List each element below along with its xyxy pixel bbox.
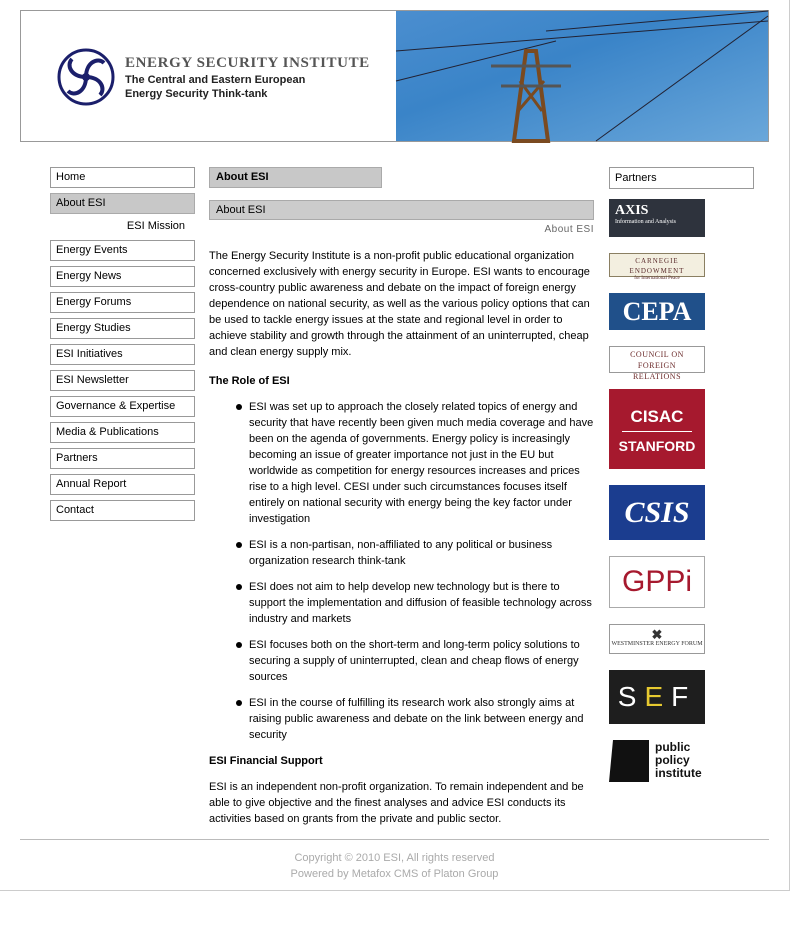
- ppi-line2: policy: [655, 753, 690, 767]
- role-heading: The Role of ESI: [209, 375, 290, 387]
- nav-item-energy-forums[interactable]: Energy Forums: [50, 292, 195, 313]
- site-title: ENERGY SECURITY INSTITUTE: [125, 55, 370, 71]
- section-bar: About ESI: [209, 200, 594, 220]
- nav-item-annual-report[interactable]: Annual Report: [50, 474, 195, 495]
- nav-item-energy-news[interactable]: Energy News: [50, 266, 195, 287]
- breadcrumb: About ESI: [544, 224, 594, 235]
- financial-heading: ESI Financial Support: [209, 755, 323, 767]
- main-content: [209, 167, 594, 827]
- partners-heading: Partners: [609, 167, 754, 189]
- pylon-icon: [396, 11, 768, 141]
- axis-logo-text: AXIS: [615, 203, 649, 218]
- site-subtitle-line2: Energy Security Think-tank: [125, 88, 268, 100]
- financial-paragraph: ESI is an independent non-profit organization. To remain independent and be able to give objective and the finest analyses and advice ESI conducts its activities based on grants from the private and public sector.: [209, 781, 584, 825]
- list-item: ESI focuses both on the short-term and long-term policy solutions to securing a supply of uninterrupted, clean and cheap flows of energy sources: [249, 637, 594, 685]
- sef-e: E: [644, 681, 672, 712]
- powered-by-link[interactable]: Powered by Metafox CMS of Platon Group: [290, 868, 499, 880]
- page-title: About ESI: [209, 167, 382, 188]
- partner-logo-gppi[interactable]: GPPi: [609, 556, 705, 608]
- intro-paragraph: The Energy Security Institute is a non-profit public educational organization concerned exclusively with energy security in Europe. ESI wants to encourage cross-country public awareness and debate on the impact of foreign energy dependence on national security, as well as the various policy options that can be used to tackle energy issues at the state and regional level in order to achieve stability and growth through the attainment of an uninterrupted, cheap and clean energy supply mix.: [209, 250, 590, 358]
- site-header: [20, 10, 769, 142]
- carnegie-line3: for International Peace: [634, 276, 680, 281]
- ppi-emblem-icon: [609, 740, 649, 782]
- partner-logo-sef[interactable]: [609, 670, 705, 724]
- partner-logo-cfr[interactable]: [609, 346, 705, 381]
- nav-item-energy-events[interactable]: Energy Events: [50, 240, 195, 261]
- list-item: ESI in the course of fulfilling its research work also strongly aims at raising public awareness and debate on the link between energy and security: [249, 695, 594, 743]
- cisac-line2: STANFORD: [618, 438, 696, 454]
- ppi-line1: public: [655, 740, 691, 754]
- sef-f: F: [671, 681, 697, 712]
- carnegie-line1: CARNEGIE: [635, 257, 679, 265]
- nav-item-media-publications[interactable]: Media & Publications: [50, 422, 195, 443]
- cisac-divider: [622, 431, 692, 432]
- main-navigation: [50, 167, 195, 526]
- nav-item-esi-initiatives[interactable]: ESI Initiatives: [50, 344, 195, 365]
- nav-item-esi-newsletter[interactable]: ESI Newsletter: [50, 370, 195, 391]
- ppi-line3: institute: [655, 766, 702, 780]
- partners-sidebar: [609, 167, 754, 800]
- cfr-line2: RELATIONS: [632, 372, 682, 381]
- footer-divider: [20, 839, 769, 840]
- header-photo-power-pylon: [396, 11, 768, 141]
- copyright-text: Copyright © 2010 ESI, All rights reserved: [294, 852, 495, 864]
- partner-logo-csis[interactable]: CSIS: [609, 485, 705, 540]
- nav-item-home[interactable]: Home: [50, 167, 195, 188]
- esi-logo-icon: [56, 47, 116, 107]
- list-item: ESI does not aim to help develop new technology but is there to support the implementation and diffusion of feasible technology across industry and markets: [249, 579, 594, 627]
- partner-logo-public-policy-institute[interactable]: [609, 740, 705, 784]
- cisac-line1: CISAC: [630, 407, 684, 426]
- wef-emblem-icon: ✖: [651, 627, 663, 642]
- role-list: [209, 399, 594, 743]
- nav-subitem-esi-mission[interactable]: ESI Mission: [126, 220, 185, 232]
- nav-item-partners[interactable]: Partners: [50, 448, 195, 469]
- partner-logo-carnegie[interactable]: [609, 253, 705, 281]
- nav-item-governance-expertise[interactable]: Governance & Expertise: [50, 396, 195, 417]
- partner-logo-cisac[interactable]: [609, 389, 705, 469]
- partner-logo-cepa[interactable]: CEPA: [609, 293, 705, 330]
- partner-logo-axis[interactable]: [609, 199, 705, 237]
- carnegie-line2: ENDOWMENT: [629, 267, 685, 275]
- cfr-line1: COUNCIL ON FOREIGN: [630, 350, 684, 370]
- sef-s: S: [617, 681, 645, 712]
- logo[interactable]: [21, 11, 396, 141]
- site-footer: [20, 850, 769, 882]
- site-subtitle-line1: The Central and Eastern European: [125, 74, 306, 86]
- ppi-text: [655, 741, 702, 780]
- axis-logo-subtext: Information and Analysis: [615, 219, 676, 225]
- list-item: ESI is a non-partisan, non-affiliated to any political or business organization research think-tank: [249, 537, 594, 569]
- nav-item-energy-studies[interactable]: Energy Studies: [50, 318, 195, 339]
- nav-item-contact[interactable]: Contact: [50, 500, 195, 521]
- list-item: ESI was set up to approach the closely related topics of energy and security that have recently been given much media coverage and have been on the agenda of governments. Energy policy is increasingly becoming an issue of greater importance not just in the EU but worldwide as competition for energy resources increases and prices rise to a high level. CESI under such circumstances focuses itself entirely on national security with energy being the key factor under investigation: [249, 401, 594, 525]
- partner-logo-westminster-energy-forum[interactable]: [609, 624, 705, 654]
- wef-text: WESTMINSTER ENERGY FORUM: [611, 641, 703, 647]
- nav-item-about-esi[interactable]: About ESI: [50, 193, 195, 214]
